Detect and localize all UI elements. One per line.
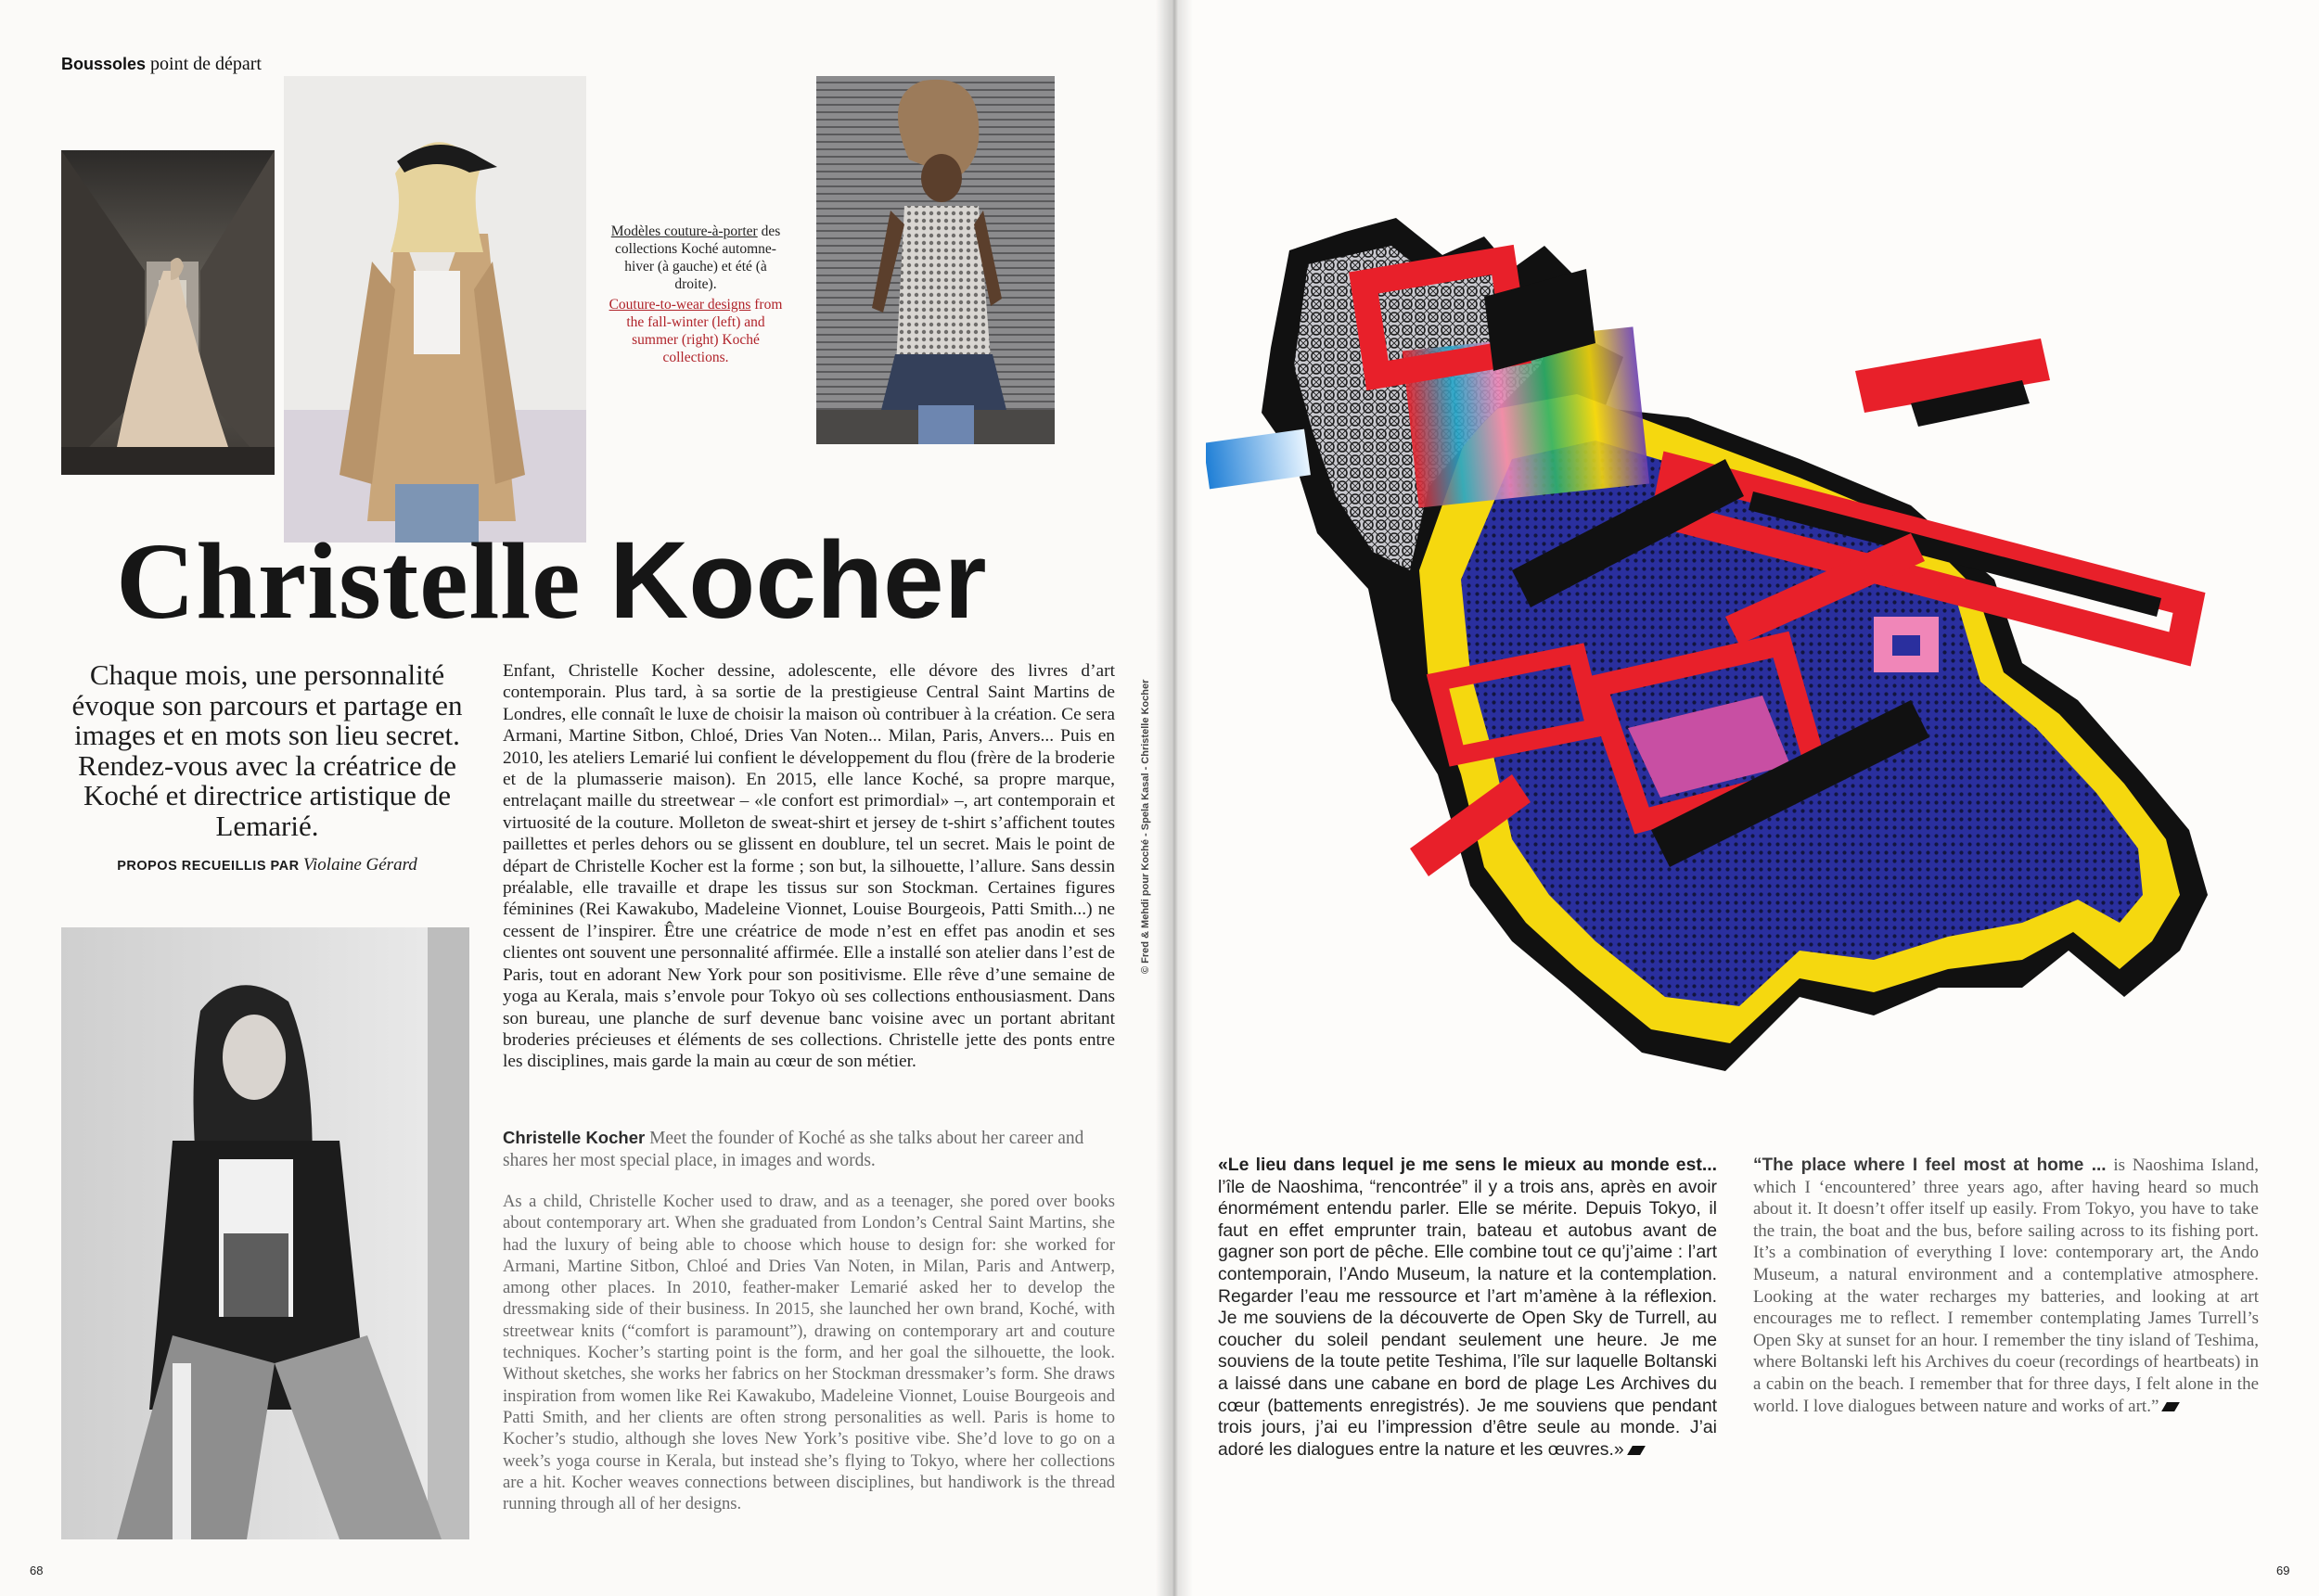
photo-credit: © Fred & Mehdi pour Koché - Spela Kasal - Christelle Kocher — [1140, 679, 1151, 974]
end-mark-icon — [1627, 1446, 1646, 1455]
caption-en-underlined: Couture-to-wear designs — [609, 297, 751, 313]
byline-author: Violaine Gérard — [302, 855, 417, 875]
quote-fr-text: l’île de Naoshima, “rencontrée” il y a trois ans, après en avoir énormément entendu parler. Elle se mérite. Depuis Tokyo, il faut en effet emprunter train, bateau et autobus avant de gagner son port de pêche. Elle combine tout ce qu’j’aime : l’art contemporain, l’Ando Museum, la nature et la contemplation. Regarder l’eau me ressource et l’art m’amène à la réflexion. Je me souviens de la découverte de Open Sky de Turrell, au coucher du soleil pendant seulement une heure. Je me souviens de la toute petite Teshima, l’île sur laquelle Boltanski a laissé dans une cabane en bord de plage Les Archives du cœur (battements enregistrés). Je me souviens que pendant trois jours, j’ai eu l’impression d’être seule au monde. J’ai adoré les dialogues entre la nature et les œuvres.» — [1218, 1176, 1717, 1460]
page-number-right: 69 — [2276, 1564, 2290, 1577]
quote-english — [1753, 1155, 2259, 1417]
caption-en-text: from the fall-winter (left) and summer (right) Koché collections. — [626, 297, 783, 365]
english-standfirst — [503, 1127, 1115, 1171]
section-rubric — [61, 54, 262, 75]
quote-en-lead: “The place where I feel most at home ... — [1753, 1156, 2107, 1175]
spine-shadow — [1156, 0, 1193, 1596]
byline-label: PROPOS RECUEILLIS PAR — [117, 859, 300, 874]
rubric-bold: Boussoles — [61, 55, 147, 73]
photo-portrait — [61, 927, 469, 1539]
caption-fr-underlined: Modèles couture-à-porter — [610, 223, 758, 239]
body-text-english: As a child, Christelle Kocher used to draw, and as a teenager, she pored over books about contemporary art. When she graduated from London’s Central Saint Martins, she had the luxury of being able to choose which house to design for: she worked for Armani, Martine Sitbon, Chloé and Dries Van Noten, in Milan, Paris and Antwerp, among other places. In 2010, feather-maker Lemarié asked her to develop the dressmaking side of their business. In 2015, she launched her own brand, Koché, with streetwear knits (“comfort is paramount”), drawing on contemporary art and couture techniques. Kocher’s starting point is the form, and her goal the silhouette, the look. Without sketches, she works her fabrics on her Stockman dressmaker’s form. She draws inspiration from women like Rei Kawakubo, Madeleine Vionnet, Louise Bourgeois and Patti Smith, and her clients are often strong personalities as well. Paris is home to Kocher’s studio, although she loves New York’s positive vibe. She’d love to go on a week’s yoga course in Kerala, but instead she’s flying to Tokyo, where her collections are a hit. Kocher weaves connections between disciplines, but handiwork is the thread running through all of her designs. — [503, 1192, 1115, 1514]
rubric-rest: point de départ — [150, 54, 262, 74]
caption-fr-text: des collections Koché automne-hiver (à gauche) et été (à droite). — [615, 223, 781, 292]
naoshima-collage-artwork — [1206, 181, 2282, 1108]
photo-caption — [603, 223, 788, 366]
english-standfirst-name: Christelle Kocher — [503, 1128, 646, 1147]
caption-french — [603, 223, 788, 293]
photo-sequin-top-look — [816, 76, 1055, 444]
byline — [63, 855, 471, 875]
caption-english — [603, 296, 788, 366]
english-standfirst-text: Meet the founder of Koché as she talks about her career and shares her most special place, in images and words. — [503, 1129, 1084, 1170]
quote-fr-lead: «Le lieu dans lequel je me sens le mieux au monde est... — [1218, 1155, 1717, 1175]
photo-draped-look — [61, 150, 275, 475]
title-first-name: Christelle — [116, 520, 582, 642]
end-mark-icon — [2162, 1402, 2181, 1411]
article-title — [116, 517, 987, 645]
title-last-name: Kocher — [609, 519, 987, 642]
article-standfirst: Chaque mois, une personnalité évoque son parcours et partage en images et en mots son lieu secret. Rendez-vous avec la créatrice de Koché et directrice artistique de Lemarié. — [71, 658, 463, 842]
body-text-french: Enfant, Christelle Kocher dessine, adolescente, elle dévore des livres d’art contemporain. Plus tard, à sa sortie de la prestigieuse Central Saint Martins de Londres, elle connaît le luxe de choisir la maison où contribuer à la création. Ce sera Armani, Martine Sitbon, Chloé, Dries Van Noten... Milan, Paris, Anvers... Puis en 2010, les ateliers Lemarié lui confient le développement du flou (frère de la broderie et de la plumasserie maison). En 2015, elle lance Koché, sa propre marque, entrelaçant maille du streetwear – «le confort est primordial» –, art contemporain et virtuosité de la couture. Molleton de sweat-shirt et jersey de t-shirt s’affichent toutes paillettes et perles dehors ou se glissent en doublure, tel un secret. Mais le point de départ de Christelle Kocher est la forme ; son but, la silhouette, l’allure. Sans dessin préalable, elle travaille et drape les tissus sur son Stockman. Certaines figures féminines (Rei Kawakubo, Madeleine Vionnet, Louise Bourgeois, Patti Smith...) ne cessent de l’inspirer. Être une créatrice de mode n’est en effet pas anodin et ses clientes ont souvent une personnalité affirmée. Elle a installé son atelier dans l’est de Paris, tout en adorant New York pour son positivisme. Elle rêve d’une semaine de yoga au Kerala, mais s’envole pour Tokyo où ses collections enthousiasment. Dans son bureau, une planche de surf devenue banc voisine avec un portant abritant broderies précieuses et éléments de ses collections. Christelle jette des ponts entre les disciplines, mais garde la main au cœur de son métier. — [503, 661, 1115, 1072]
quote-en-text: is Naoshima Island, which I ‘encountered’ three years ago, after having heard so much about it. It doesn’t offer itself up easily. From Tokyo, you have to take the train, the boat and the bus, before sailing across to its fishing port. It’s a combination of everything I love: contemporary art, the Ando Museum, a natural environment and a contemplative atmosphere. Looking at the water recharges my batteries, and looking at art encourages me to reflect. I remember contemplating James Turrell’s Open Sky at sunset for an hour. I remember the tiny island of Teshima, where Boltanski left his Archives du coeur (recordings of heartbeats) in a cabin on the beach. I remember that for three days, I felt alone in the world. I love dialogues between nature and works of art.” — [1753, 1156, 2259, 1416]
page-number-left: 68 — [30, 1564, 44, 1577]
quote-french — [1218, 1155, 1717, 1461]
photo-beige-coat-look — [284, 76, 586, 543]
